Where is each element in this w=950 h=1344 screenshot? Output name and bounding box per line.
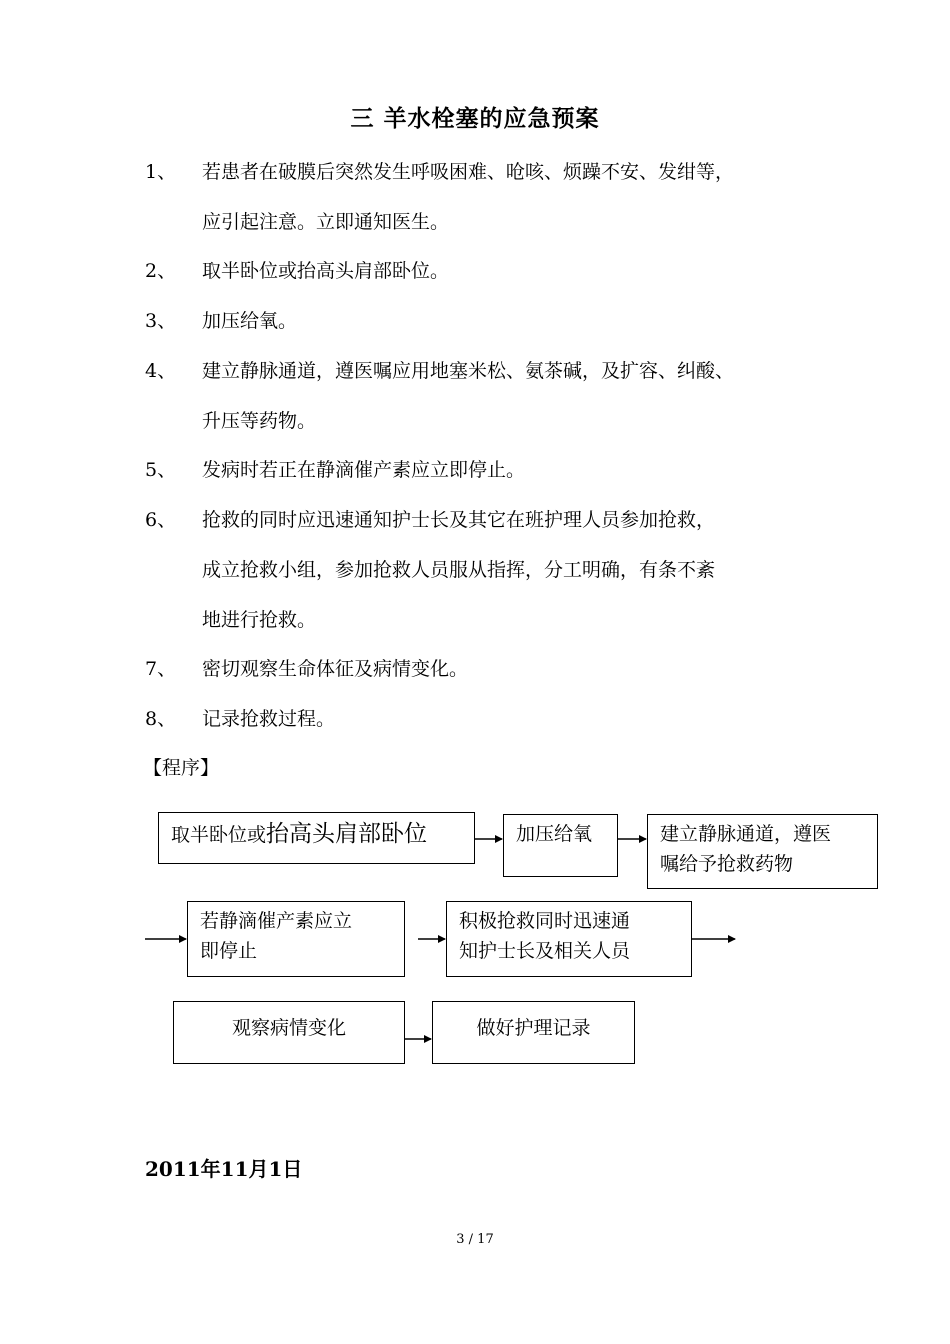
item-line: 若患者在破膜后突然发生呼吸困难、呛咳、烦躁不安、发绀等， (202, 161, 735, 183)
item-number: 2、 (145, 260, 177, 282)
item-text (202, 147, 842, 247)
item-line: 取半卧位或抬高头肩部卧位。 (202, 260, 450, 282)
flow-box-stop-line2: 即停止 (200, 940, 258, 962)
item-number: 8、 (145, 708, 177, 730)
document-date: 2011年11月1日 (145, 1157, 303, 1181)
flow-box-notify (446, 901, 692, 977)
flow-box-observe-text: 观察病情变化 (231, 1017, 346, 1039)
flow-box-record-text: 做好护理记录 (476, 1017, 591, 1039)
flow-box-iv-line1: 建立静脉通道，遵医 (660, 823, 832, 845)
item-text (202, 495, 842, 645)
item-number: 7、 (145, 658, 177, 680)
flow-box-oxygen (503, 814, 618, 877)
page-number: 3 / 17 (456, 1232, 494, 1247)
flow-box-iv-line2: 嘱给予抢救药物 (660, 853, 794, 875)
flow-box-iv-access (647, 814, 878, 889)
item-line: 加压给氧。 (202, 310, 298, 332)
item-line: 升压等药物。 (202, 410, 317, 432)
item-number: 6、 (145, 509, 177, 531)
flow-box-stop-line1: 若静滴催产素应立 (200, 910, 353, 932)
item-text (202, 694, 842, 744)
item-text (202, 296, 842, 346)
flow-box-record (432, 1001, 635, 1064)
item-number: 4、 (145, 360, 177, 382)
item-line: 密切观察生命体征及病情变化。 (202, 658, 469, 680)
item-text (202, 246, 842, 296)
item-line: 地进行抢救。 (202, 609, 317, 631)
flow-box-position-text-a: 取半卧位或 (171, 824, 267, 846)
flow-box-position (158, 812, 475, 864)
item-text (202, 445, 842, 495)
flow-box-stop-oxytocin (187, 901, 405, 977)
procedure-label: 【程序】 (143, 757, 220, 779)
document-title: 三 羊水栓塞的应急预案 (350, 105, 600, 132)
item-text (202, 346, 842, 446)
item-text (202, 644, 842, 694)
item-line: 成立抢救小组，参加抢救人员服从指挥，分工明确，有条不紊 (202, 559, 716, 581)
flow-box-observe (173, 1001, 405, 1064)
item-line: 应引起注意。立即通知医生。 (202, 211, 450, 233)
flow-box-notify-line2: 知护士长及相关人员 (459, 940, 631, 962)
item-number: 5、 (145, 459, 177, 481)
item-line: 发病时若正在静滴催产素应立即停止。 (202, 459, 526, 481)
item-number: 3、 (145, 310, 177, 332)
flow-box-position-text-b: 抬高头肩部卧位 (266, 821, 428, 847)
item-line: 记录抢救过程。 (202, 708, 336, 730)
item-line: 抢救的同时应迅速通知护士长及其它在班护理人员参加抢救， (202, 509, 716, 531)
flow-box-notify-line1: 积极抢救同时迅速通 (459, 910, 631, 932)
item-line: 建立静脉通道，遵医嘱应用地塞米松、氨茶碱，及扩容、纠酸、 (202, 360, 735, 382)
flow-box-oxygen-text: 加压给氧 (516, 823, 593, 845)
item-number: 1、 (145, 161, 177, 183)
